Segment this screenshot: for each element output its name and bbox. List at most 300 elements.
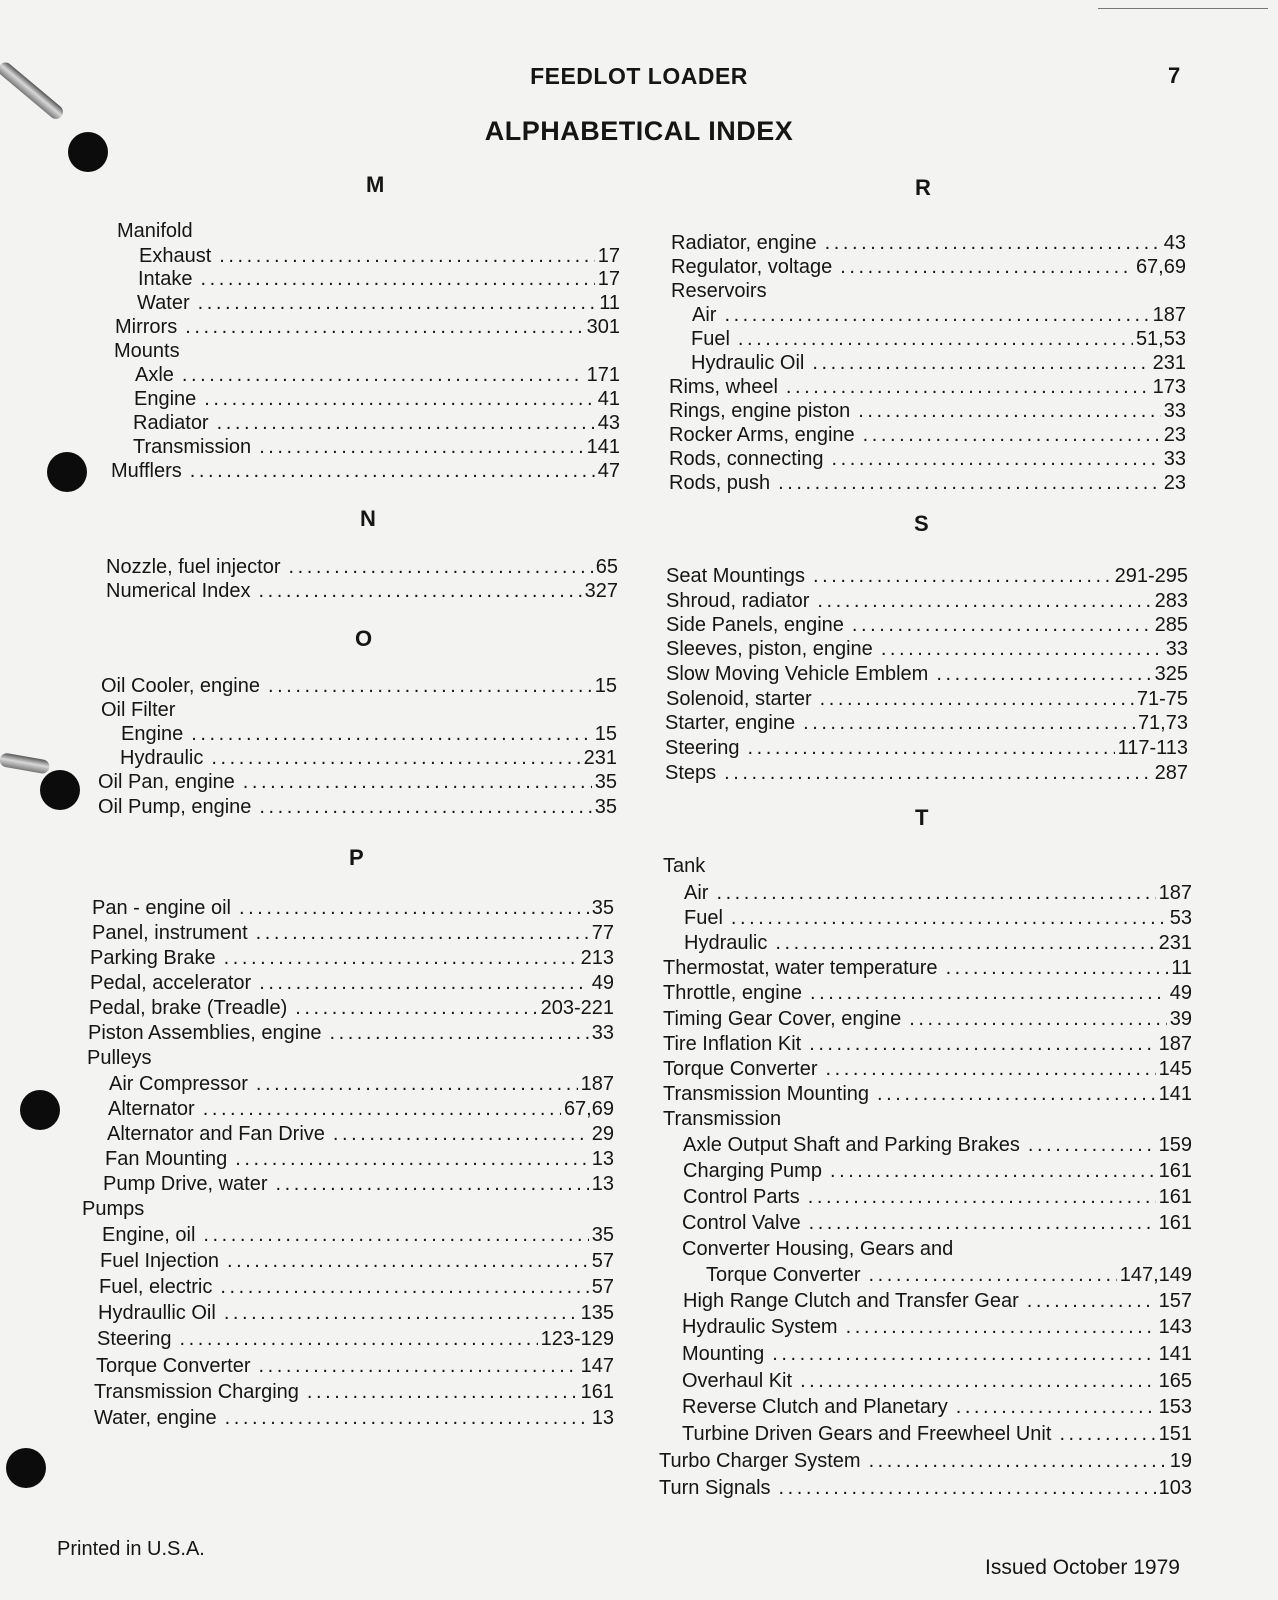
entry-text: Throttle, engine <box>663 982 802 1004</box>
entry-page: 171 <box>586 364 620 386</box>
dot-leader <box>204 388 594 411</box>
dot-leader <box>810 982 1167 1005</box>
index-entry <box>92 922 614 946</box>
entry-text: Alternator and Fan Drive <box>107 1123 325 1145</box>
index-entry <box>691 328 1186 352</box>
index-entry <box>684 932 1192 956</box>
dot-leader <box>877 1083 1156 1106</box>
index-entry <box>115 316 620 340</box>
index-entry <box>106 556 618 580</box>
entry-text: Oil Pan, engine <box>98 771 235 793</box>
index-entry <box>682 1370 1192 1394</box>
dot-leader <box>220 1276 588 1299</box>
index-entry <box>691 352 1186 376</box>
entry-page: 165 <box>1158 1370 1192 1392</box>
entry-page: 15 <box>594 675 617 697</box>
entry-page: 147 <box>580 1355 614 1377</box>
index-entry <box>88 1022 614 1046</box>
dot-leader <box>256 1073 578 1096</box>
dot-leader <box>239 897 589 920</box>
index-entry <box>82 1198 144 1222</box>
entry-page: 17 <box>597 245 620 267</box>
entry-text: High Range Clutch and Transfer Gear <box>683 1290 1019 1312</box>
entry-page: 23 <box>1163 424 1186 446</box>
dot-leader <box>786 376 1150 399</box>
entry-text: Reservoirs <box>671 280 767 302</box>
index-entry <box>114 340 180 364</box>
entry-text: Starter, engine <box>665 712 796 734</box>
entry-text: Radiator <box>133 412 209 434</box>
dot-leader <box>268 675 592 698</box>
index-entry <box>666 590 1188 614</box>
entry-page: 51,53 <box>1135 328 1186 350</box>
entry-text: Parking Brake <box>90 947 216 969</box>
dot-leader <box>259 796 591 819</box>
dot-leader <box>1059 1423 1155 1446</box>
dot-leader <box>224 947 578 970</box>
entry-page: 71,73 <box>1137 712 1188 734</box>
entry-page: 77 <box>591 922 614 944</box>
entry-page: 35 <box>591 897 614 919</box>
dot-leader <box>243 771 592 794</box>
index-entry <box>102 1224 614 1248</box>
index-entry <box>671 280 767 304</box>
entry-page: 291-295 <box>1114 565 1188 587</box>
dot-leader <box>846 1316 1156 1339</box>
dot-leader <box>863 424 1161 447</box>
dot-leader <box>256 922 589 945</box>
dot-leader <box>329 1022 588 1045</box>
entry-page: 15 <box>594 723 617 745</box>
entry-page: 161 <box>1158 1186 1192 1208</box>
dot-leader <box>813 565 1112 588</box>
entry-text: Mounting <box>682 1343 765 1365</box>
entry-page: 103 <box>1158 1477 1192 1499</box>
dot-leader <box>224 1302 578 1325</box>
entry-page: 151 <box>1158 1423 1192 1445</box>
entry-text: Pan - engine oil <box>92 897 231 919</box>
entry-text: Turbo Charger System <box>659 1450 861 1472</box>
entry-text: Torque Converter <box>96 1355 251 1377</box>
index-entry <box>89 997 614 1021</box>
entry-text: Air <box>692 304 717 326</box>
index-entry <box>133 412 620 436</box>
index-entry <box>87 1047 151 1071</box>
index-entry <box>671 256 1186 280</box>
entry-text: Mounts <box>114 340 180 362</box>
binder-hole <box>6 1448 46 1488</box>
dot-leader <box>936 663 1151 686</box>
entry-page: 187 <box>1152 304 1186 326</box>
entry-text: Turn Signals <box>659 1477 771 1499</box>
dot-leader <box>180 1328 538 1351</box>
dot-leader <box>731 907 1167 930</box>
entry-page: 11 <box>599 292 620 314</box>
entry-page: 285 <box>1154 614 1188 636</box>
dot-leader <box>217 412 595 435</box>
index-entry <box>106 580 618 604</box>
dot-leader <box>858 400 1161 423</box>
index-entry <box>107 1123 614 1147</box>
dot-leader <box>203 1098 561 1121</box>
index-entry <box>663 855 705 879</box>
dot-leader <box>803 712 1135 735</box>
dot-leader <box>724 762 1151 785</box>
dot-leader <box>840 256 1133 279</box>
entry-page: 231 <box>1158 932 1192 954</box>
index-entry <box>665 762 1188 786</box>
entry-text: Reverse Clutch and Planetary <box>682 1396 948 1418</box>
entry-text: Pumps <box>82 1198 145 1220</box>
dot-leader <box>190 460 595 483</box>
entry-page: 19 <box>1169 1450 1192 1472</box>
dot-leader <box>1027 1290 1156 1313</box>
entry-text: Hydraulic Oil <box>691 352 805 374</box>
index-entry <box>137 292 620 316</box>
dot-leader <box>869 1450 1167 1473</box>
index-entry <box>659 1477 1192 1501</box>
entry-page: 35 <box>594 796 617 818</box>
dot-leader <box>227 1250 589 1273</box>
index-entry <box>692 304 1186 328</box>
entry-page: 327 <box>584 580 618 602</box>
entry-text: Rods, connecting <box>669 448 824 470</box>
entry-page: 13 <box>591 1148 614 1170</box>
entry-text: Torque Converter <box>706 1264 861 1286</box>
dot-leader <box>946 957 1169 980</box>
entry-text: Fuel, electric <box>99 1276 213 1298</box>
entry-text: Thermostat, water temperature <box>663 957 938 979</box>
index-entry <box>663 1083 1192 1107</box>
entry-page: 29 <box>591 1123 614 1145</box>
dot-leader <box>778 472 1161 495</box>
dot-leader <box>775 932 1155 955</box>
dot-leader <box>748 737 1115 760</box>
entry-page: 67,69 <box>1135 256 1186 278</box>
entry-page: 43 <box>1163 232 1186 254</box>
index-entry <box>98 1302 614 1326</box>
entry-text: Fuel <box>684 907 723 929</box>
dot-leader <box>826 1058 1156 1081</box>
index-entry <box>99 1276 614 1300</box>
entry-page: 203-221 <box>540 997 614 1019</box>
index-title: ALPHABETICAL INDEX <box>484 116 794 146</box>
index-entry <box>90 972 614 996</box>
issued-date: Issued October 1979 <box>985 1556 1180 1579</box>
index-entry <box>682 1423 1192 1447</box>
entry-page: 49 <box>591 972 614 994</box>
index-entry <box>682 1238 953 1262</box>
dot-leader <box>817 590 1151 613</box>
entry-page: 35 <box>594 771 617 793</box>
index-entry <box>96 1355 614 1379</box>
index-entry <box>98 796 617 820</box>
dot-leader <box>812 352 1149 375</box>
entry-page: 57 <box>591 1250 614 1272</box>
index-entry <box>683 1186 1192 1210</box>
entry-text: Pedal, brake (Treadle) <box>89 997 288 1019</box>
index-entry <box>103 1173 614 1197</box>
entry-text: Steering <box>665 737 740 759</box>
entry-text: Oil Pump, engine <box>98 796 252 818</box>
dot-leader <box>219 245 594 268</box>
entry-text: Hydraullic Oil <box>98 1302 216 1324</box>
entry-page: 47 <box>597 460 620 482</box>
index-entry <box>94 1407 614 1431</box>
entry-text: Side Panels, engine <box>666 614 844 636</box>
entry-page: 325 <box>1154 663 1188 685</box>
entry-page: 33 <box>1163 400 1186 422</box>
entry-text: Hydraulic System <box>682 1316 838 1338</box>
dot-leader <box>182 364 584 387</box>
dot-leader <box>191 723 591 746</box>
dot-leader <box>235 1148 588 1171</box>
index-entry <box>682 1316 1192 1340</box>
index-entry <box>683 1134 1192 1158</box>
entry-page: 57 <box>591 1276 614 1298</box>
entry-text: Axle <box>135 364 174 386</box>
entry-text: Steps <box>665 762 717 784</box>
index-entry <box>663 982 1192 1006</box>
entry-page: 135 <box>580 1302 614 1324</box>
entry-text: Regulator, voltage <box>671 256 833 278</box>
dot-leader <box>724 304 1149 327</box>
index-entry <box>117 220 193 244</box>
dot-leader <box>259 972 589 995</box>
entry-page: 67,69 <box>563 1098 614 1120</box>
index-entry <box>706 1264 1192 1288</box>
entry-page: 33 <box>591 1022 614 1044</box>
page-number: 7 <box>1168 63 1181 88</box>
index-entry <box>682 1212 1192 1236</box>
dot-leader <box>185 316 583 339</box>
entry-text: Numerical Index <box>106 580 251 602</box>
dot-leader <box>259 436 583 459</box>
entry-page: 39 <box>1169 1008 1192 1030</box>
entry-text: Converter Housing, Gears and <box>682 1238 954 1260</box>
entry-text: Steering <box>97 1328 172 1350</box>
index-entry <box>669 448 1186 472</box>
entry-page: 43 <box>597 412 620 434</box>
entry-text: Pedal, accelerator <box>90 972 252 994</box>
dot-leader <box>276 1173 589 1196</box>
entry-text: Water, engine <box>94 1407 217 1429</box>
index-entry <box>663 1058 1192 1082</box>
dot-leader <box>259 580 582 603</box>
entry-text: Fuel Injection <box>100 1250 219 1272</box>
index-entry <box>665 712 1188 736</box>
dot-leader <box>779 1477 1156 1500</box>
entry-page: 71-75 <box>1136 688 1188 710</box>
index-entry <box>101 699 175 723</box>
dot-leader <box>809 1212 1156 1235</box>
dot-leader <box>259 1355 578 1378</box>
entry-text: Tank <box>663 855 706 877</box>
index-entry <box>682 1343 1192 1367</box>
index-entry <box>683 1290 1192 1314</box>
entry-text: Shroud, radiator <box>666 590 810 612</box>
index-entry <box>98 771 617 795</box>
entry-text: Nozzle, fuel injector <box>106 556 281 578</box>
section-letter-m: M <box>366 172 385 197</box>
entry-text: Control Parts <box>683 1186 800 1208</box>
entry-text: Torque Converter <box>663 1058 818 1080</box>
dot-leader <box>295 997 537 1020</box>
index-entry <box>684 907 1192 931</box>
dot-leader <box>772 1343 1155 1366</box>
dot-leader <box>1028 1134 1156 1157</box>
index-entry <box>133 436 620 460</box>
index-entry <box>663 1108 781 1132</box>
index-entry <box>94 1381 614 1405</box>
section-letter-p: P <box>349 845 364 870</box>
entry-text: Pulleys <box>87 1047 152 1069</box>
index-entry <box>663 1033 1192 1057</box>
section-letter-t: T <box>915 805 929 830</box>
index-entry <box>666 638 1188 662</box>
entry-text: Hydraulic <box>120 747 204 769</box>
binder-ring <box>0 752 50 774</box>
entry-text: Solenoid, starter <box>666 688 812 710</box>
index-entry <box>669 424 1186 448</box>
index-entry <box>683 1160 1192 1184</box>
entry-text: Intake <box>138 268 193 290</box>
index-entry <box>92 897 614 921</box>
entry-text: Mufflers <box>111 460 182 482</box>
entry-text: Axle Output Shaft and Parking Brakes <box>683 1134 1020 1156</box>
dot-leader <box>832 448 1161 471</box>
entry-text: Piston Assemblies, engine <box>88 1022 322 1044</box>
entry-text: Slow Moving Vehicle Emblem <box>666 663 929 685</box>
entry-page: 13 <box>591 1407 614 1429</box>
index-entry <box>105 1148 614 1172</box>
dot-leader <box>800 1370 1156 1393</box>
entry-page: 49 <box>1169 982 1192 1004</box>
entry-page: 287 <box>1154 762 1188 784</box>
entry-text: Rims, wheel <box>669 376 778 398</box>
entry-text: Transmission <box>133 436 252 458</box>
entry-page: 283 <box>1154 590 1188 612</box>
index-entry <box>659 1450 1192 1474</box>
dot-leader <box>211 747 580 770</box>
entry-page: 231 <box>1152 352 1186 374</box>
index-entry <box>666 565 1188 589</box>
index-entry <box>684 882 1192 906</box>
entry-text: Engine, oil <box>102 1224 196 1246</box>
dot-leader <box>716 882 1155 905</box>
dot-leader <box>289 556 593 579</box>
entry-page: 187 <box>1158 1033 1192 1055</box>
entry-text: Control Valve <box>682 1212 801 1234</box>
dot-leader <box>820 688 1134 711</box>
entry-text: Manifold <box>117 220 193 242</box>
section-letter-n: N <box>360 506 376 531</box>
index-entry <box>666 688 1188 712</box>
index-entry <box>666 614 1188 638</box>
entry-page: 35 <box>591 1224 614 1246</box>
entry-text: Alternator <box>108 1098 195 1120</box>
index-entry <box>663 1008 1192 1032</box>
index-entry <box>671 232 1186 256</box>
dot-leader <box>852 614 1152 637</box>
binder-hole <box>47 452 87 492</box>
entry-text: Turbine Driven Gears and Freewheel Unit <box>682 1423 1052 1445</box>
entry-page: 173 <box>1152 376 1186 398</box>
index-entry <box>663 957 1192 981</box>
index-entry <box>90 947 614 971</box>
entry-page: 301 <box>586 316 620 338</box>
entry-page: 187 <box>580 1073 614 1095</box>
entry-page: 11 <box>1171 957 1192 979</box>
entry-page: 41 <box>597 388 620 410</box>
entry-page: 141 <box>586 436 620 458</box>
document-title: FEEDLOT LOADER <box>530 63 748 89</box>
entry-page: 145 <box>1158 1058 1192 1080</box>
entry-text: Hydraulic <box>684 932 768 954</box>
dot-leader <box>198 292 597 315</box>
entry-text: Transmission Mounting <box>663 1083 870 1105</box>
index-entry <box>134 388 620 412</box>
dot-leader <box>956 1396 1156 1419</box>
entry-page: 161 <box>580 1381 614 1403</box>
entry-page: 161 <box>1158 1212 1192 1234</box>
entry-page: 17 <box>597 268 620 290</box>
index-entry <box>109 1073 614 1097</box>
entry-page: 53 <box>1169 907 1192 929</box>
entry-text: Oil Filter <box>101 699 176 721</box>
index-entry <box>665 737 1188 761</box>
entry-page: 33 <box>1165 638 1188 660</box>
index-entry <box>669 400 1186 424</box>
entry-text: Timing Gear Cover, engine <box>663 1008 902 1030</box>
entry-text: Rings, engine piston <box>669 400 851 422</box>
index-entry <box>121 723 617 747</box>
dot-leader <box>909 1008 1166 1031</box>
entry-text: Engine <box>121 723 184 745</box>
dot-leader <box>225 1407 589 1430</box>
entry-text: Overhaul Kit <box>682 1370 793 1392</box>
entry-page: 213 <box>580 947 614 969</box>
entry-page: 117-113 <box>1117 737 1188 759</box>
entry-page: 141 <box>1158 1083 1192 1105</box>
entry-text: Fuel <box>691 328 730 350</box>
binder-hole <box>20 1090 60 1130</box>
entry-text: Fan Mounting <box>105 1148 228 1170</box>
section-letter-s: S <box>914 511 929 536</box>
entry-text: Sleeves, piston, engine <box>666 638 873 660</box>
entry-page: 13 <box>591 1173 614 1195</box>
index-entry <box>108 1098 614 1122</box>
index-entry <box>139 245 620 269</box>
dot-leader <box>830 1160 1156 1183</box>
entry-text: Transmission Charging <box>94 1381 299 1403</box>
entry-text: Mirrors <box>115 316 178 338</box>
entry-text: Air <box>684 882 709 904</box>
entry-text: Radiator, engine <box>671 232 817 254</box>
index-entry <box>666 663 1188 687</box>
entry-text: Tire Inflation Kit <box>663 1033 802 1055</box>
entry-text: Seat Mountings <box>666 565 805 587</box>
index-entry <box>101 675 617 699</box>
dot-leader <box>307 1381 578 1404</box>
entry-text: Rocker Arms, engine <box>669 424 855 446</box>
section-letter-o: O <box>355 626 373 651</box>
entry-page: 153 <box>1158 1396 1192 1418</box>
dot-leader <box>200 268 594 291</box>
entry-page: 187 <box>1158 882 1192 904</box>
binder-hole <box>40 770 80 810</box>
entry-text: Engine <box>134 388 197 410</box>
